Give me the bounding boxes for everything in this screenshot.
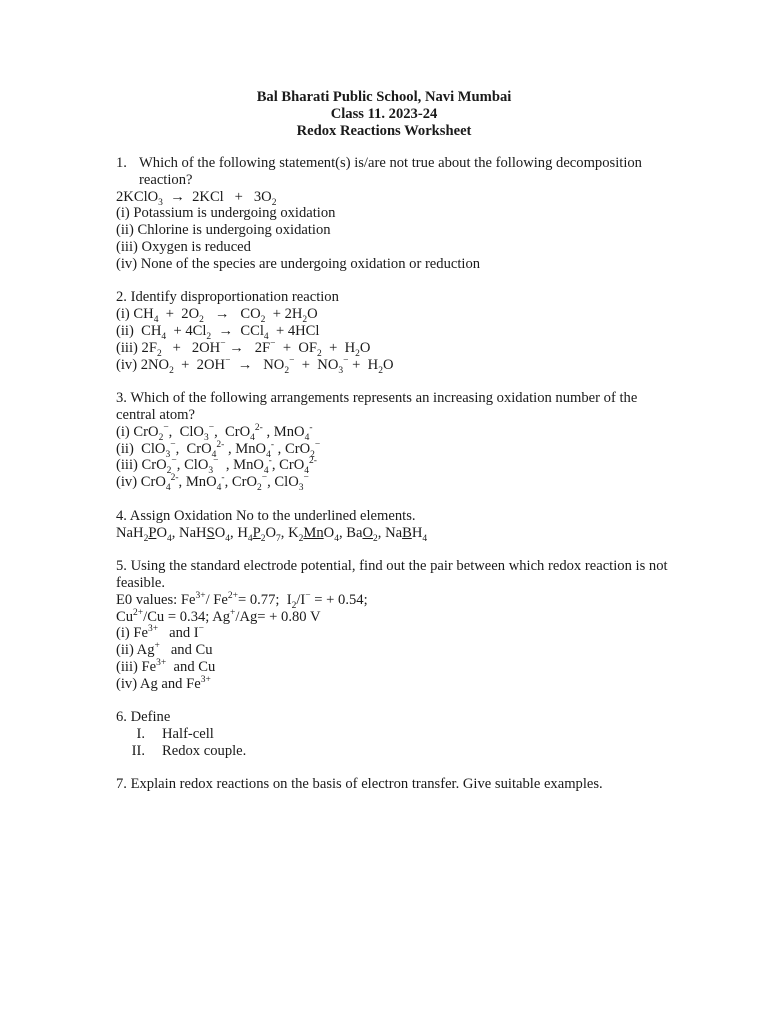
question-text: Which of the following statement(s) is/are not true about the following decomposition reaction? [139,155,642,188]
question-7: 7. Explain redox reactions on the basis of electron transfer. Give suitable examples. [116,776,603,793]
class-year: Class 11. 2023-24 [330,105,438,122]
question-number: 1. [116,155,127,171]
option: (iii) Oxygen is reduced [116,238,251,255]
question-4: 4. Assign Oxidation No to the underlined elements. [116,507,416,524]
option: (iv) CrO$_4^{2-}$, MnO$_4$-, CrO$_2$−, ClO$_3$− [116,473,309,494]
option: (ii) Chlorine is undergoing oxidation [116,222,331,239]
option: (ii) Ag+ and Cu [116,641,213,659]
roman-numeral: II. [131,742,145,759]
school-name: Bal Bharati Public School, Navi Mumbai [256,89,512,105]
worksheet-body [116,155,680,793]
worksheet-header [0,89,768,139]
option: (iv) Ag and $Fe^{3+}$ [116,674,211,692]
option: (i) Potassium is undergoing oxidation [116,205,336,222]
option: (i) $CH_4 + 2O_2 \to CO_2 + 2H_2O$ [116,306,318,326]
option: (i) CrO$_2$−, ClO$_3$−, CrO$_4^{2-}$ , MnO$_4$- [116,422,313,443]
option: (iii) $2F_2 + 2OH^- \to 2F^- + OF_2 + H_2O$ [116,338,371,359]
roman-numeral: I. [136,726,145,743]
definition-item [116,743,680,760]
question-3: 3. Which of the following arrangements represents an increasing oxidation number of the central atom? [116,390,638,423]
option: (iv) $2NO_2 + 2OH^- \to NO_2^- + NO_3^- + H_2O$ [116,355,394,376]
option: (ii) $CH_4 + 4Cl_2 \to CCl_4 + 4HCl$ [116,322,320,342]
definition-term: Redox couple. [162,742,247,759]
compound-list: $NaH_2PO_4$, NaHSO$_4$, $H_4P_2O_7$, $K_2MnO_4$, BaO$_2$, NaBH$_4$ [116,524,428,544]
definition-item [116,726,680,743]
question-5: 5. Using the standard electrode potential, find out the pair between which redox reaction is not feasible. [116,558,668,591]
option: (iv) None of the species are undergoing oxidation or reduction [116,255,481,272]
worksheet-title: Redox Reactions Worksheet [296,122,472,139]
question-2: 2. Identify disproportionation reaction [116,289,339,306]
reaction-equation: 2KClO$_3$ → $2KCl + 3O_2$ [116,188,277,208]
question-6: 6. Define [116,709,171,726]
option: (i) $Fe^{3+}$ and I− [116,624,205,642]
option: (iii) $Fe^{3+}$ and Cu [116,658,216,675]
electrode-values: E0 values: $Fe^{3+}/$ $Fe^{2+}= 0.77$; $I_2/I^-$ = + 0.54; [116,590,368,611]
option: (iii) CrO$_2$−, ClO$_3$− , MnO$_4$-, CrO$_4^{2-}$ [116,456,317,477]
question-1 [116,155,680,189]
option: (ii) ClO$_3$−, CrO$_4^{2-}$ , MnO$_4$- , CrO$_2$− [116,439,321,460]
electrode-values: $Cu^{2+}/Cu = 0.34$; Ag+/Ag= + 0.80 V [116,607,321,625]
definition-term: Half-cell [162,726,214,743]
